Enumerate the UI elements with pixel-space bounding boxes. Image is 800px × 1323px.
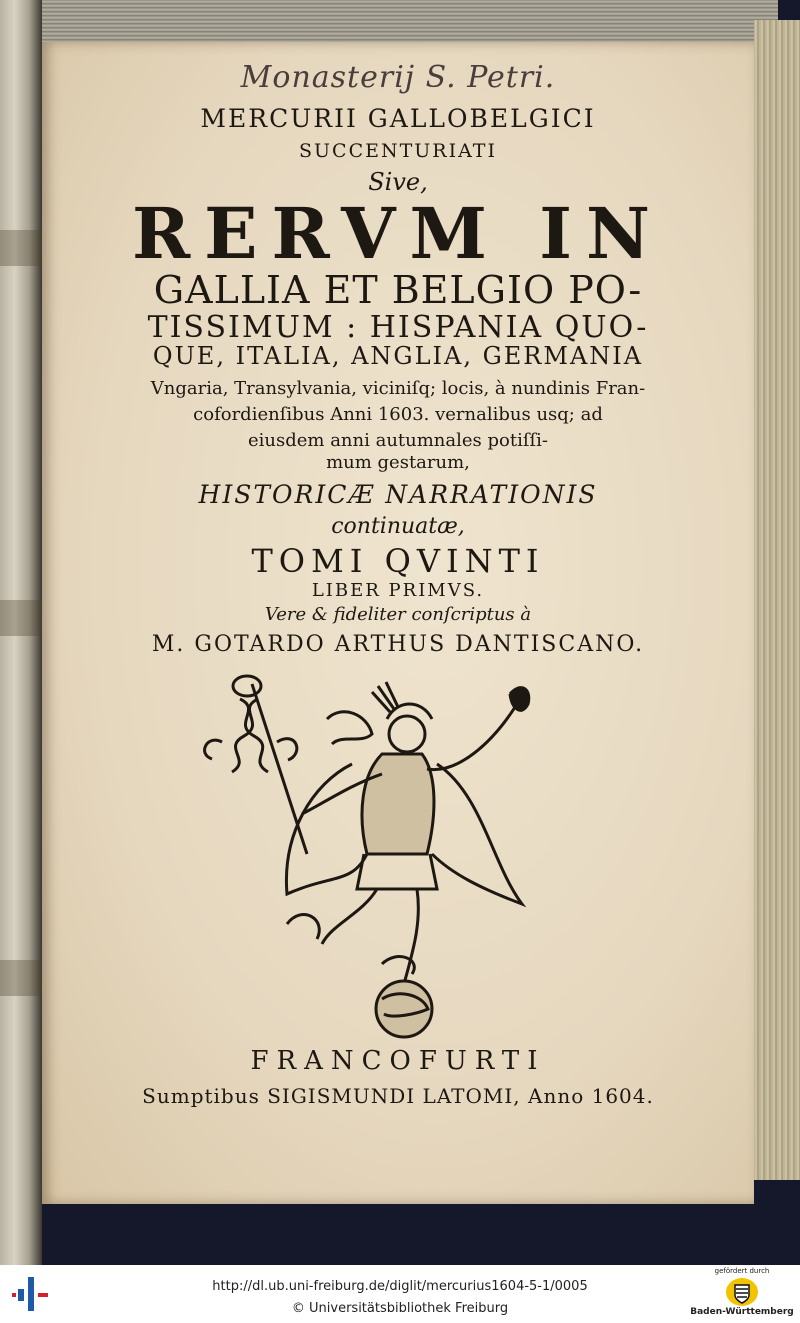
viewer-footer [0,1265,800,1323]
mercury-hand [510,688,529,711]
title-line: QUE, ITALIA, ANGLIA, GERMANIA [152,342,644,370]
mercury-woodcut-illustration [192,664,542,1044]
copyright-notice: © Universitätsbibliothek Freiburg [291,1301,509,1316]
title-line: HISTORICÆ NARRATIONIS [198,480,598,509]
caduceus-top [233,676,261,696]
sponsor-caption: gefördert durch [714,1267,770,1275]
main-title: RERVM IN [131,192,665,275]
caduceus-wings [205,739,297,760]
title-line: continuatæ, [331,514,465,539]
title-line: GALLIA ET BELGIO PO- [153,268,643,312]
volume-title: TOMI QVINTI [251,542,545,580]
mercury-left-leg [322,889,377,944]
cloak [432,764,522,904]
title-line: Vngaria, Transylvania, viciniſq; locis, à nundinis Fran- [150,378,646,399]
spine-band [0,960,42,996]
title-line: MERCURII GALLOBELGICI [200,104,596,133]
globe [376,981,432,1037]
spine-band [0,600,42,636]
sponsor-block [690,1267,794,1321]
helmet-wing [372,682,398,712]
manuscript-ownership-note: Monasterij S. Petri. [240,60,556,95]
mercury-torso [362,754,434,854]
title-line: Sive, [368,168,428,196]
book-spine [0,0,42,1265]
title-line: eiusdem anni autumnales potiſſi- [247,430,549,451]
imprint-publisher: Sumptibus SIGISMUNDI LATOMI, Anno 1604. [142,1084,654,1108]
baden-wuerttemberg-crest-icon [725,1277,759,1307]
book-top-edge [38,0,778,48]
title-line: LIBER PRIMVS. [311,580,485,601]
title-page [42,42,754,1204]
ankle-wing [287,915,319,939]
title-line: SUCCENTURIATI [299,140,497,162]
mercury-head [389,716,425,752]
ribbon [327,712,372,744]
mercury-right-leg [404,889,418,984]
imprint-place: FRANCOFURTI [250,1046,546,1076]
skirt [357,854,437,889]
title-line: Vere & fideliter conſcriptus à [264,604,532,625]
title-line: cofordienſibus Anni 1603. vernalibus usq; ad [193,404,603,425]
author-line: M. GOTARDO ARTHUS DANTISCANO. [151,632,645,657]
mercury-right-arm [427,704,517,770]
spine-band [0,230,42,266]
caduceus-staff [252,684,307,854]
page-fore-edge [754,20,800,1180]
sponsor-name: Baden-Württemberg [690,1307,794,1317]
permalink-url[interactable]: http://dl.ub.uni-freiburg.de/diglit/mercurius1604-5-1/0005 [212,1279,588,1294]
title-line: TISSIMUM : HISPANIA QUO- [147,310,649,345]
title-line: mum gestarum, [326,452,470,473]
